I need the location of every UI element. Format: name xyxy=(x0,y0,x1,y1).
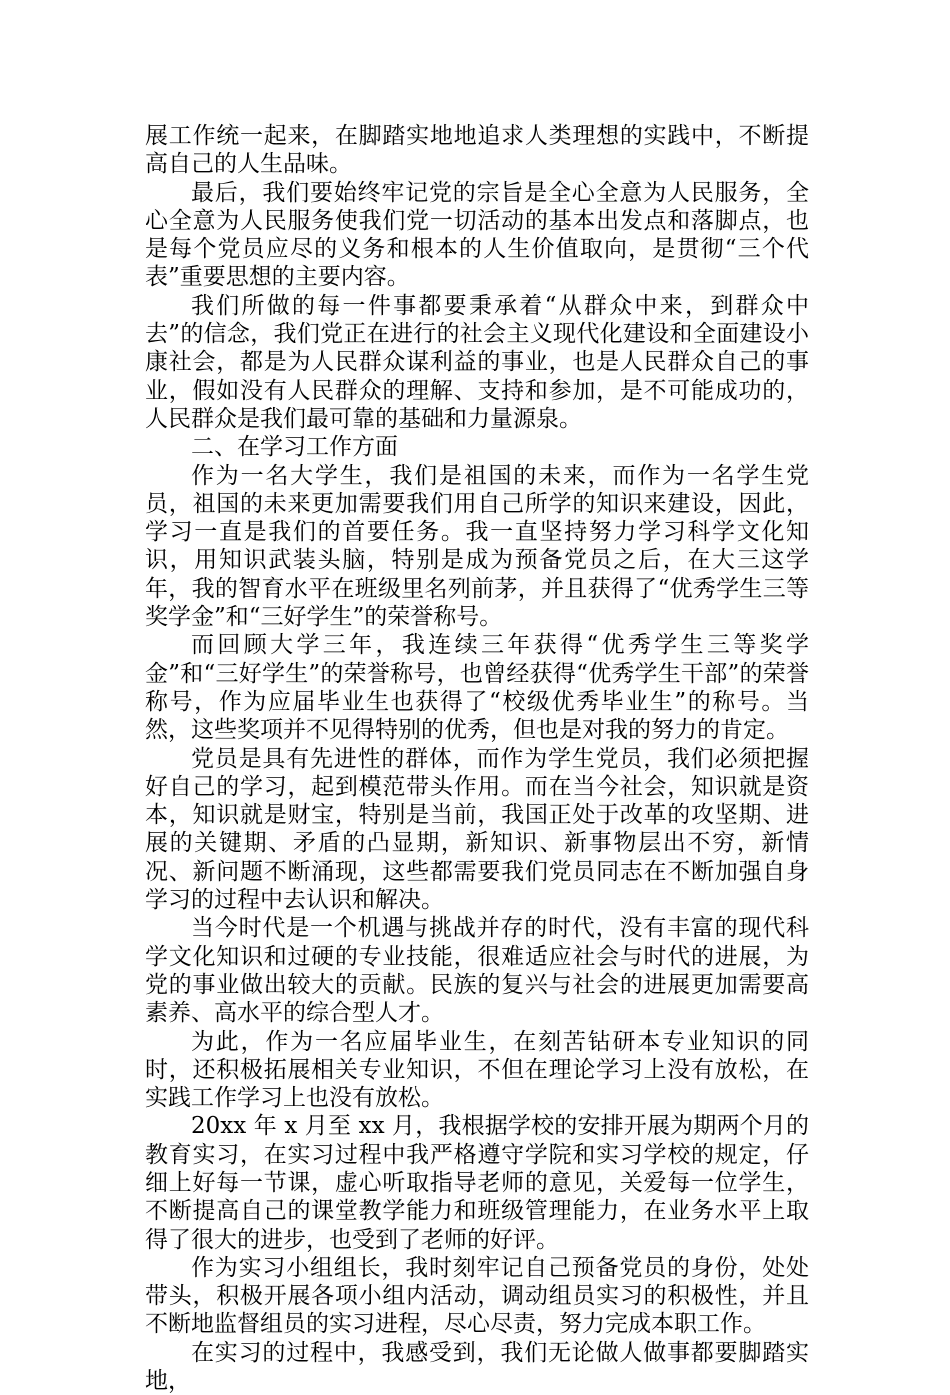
paragraph: 我们所做的每一件事都要秉承着“从群众中来，到群众中去”的信念，我们党正在进行的社会主义现代化建设和全面建设小康社会，都是为人民群众谋利益的事业，也是人民群众自己的事业，假如没有人民群众的理解、支持和参加，是不可能成功的，人民群众是我们最可靠的基础和力量源泉。 xyxy=(145,292,809,432)
paragraph: 作为实习小组组长，我时刻牢记自己预备党员的身份，处处带头，积极开展各项小组内活动，调动组员实习的积极性，并且不断地监督组员的实习进程，尽心尽责，努力完成本职工作。 xyxy=(145,1254,809,1338)
paragraph: 作为一名大学生，我们是祖国的未来，而作为一名学生党员，祖国的未来更加需要我们用自己所学的知识来建设，因此，学习一直是我们的首要任务。我一直坚持努力学习科学文化知识，用知识武装头脑，特别是成为预备党员之后，在大三这学年，我的智育水平在班级里名列前茅，并且获得了“优秀学生三等奖学金”和“三好学生”的荣誉称号。 xyxy=(145,462,809,631)
paragraph: 展工作统一起来，在脚踏实地地追求人类理想的实践中，不断提高自己的人生品味。 xyxy=(145,123,809,178)
document-page xyxy=(145,122,809,1395)
section-heading: 二、在学习工作方面 xyxy=(191,434,398,461)
paragraph: 在实习的过程中，我感受到，我们无论做人做事都要脚踏实地， xyxy=(145,1339,809,1395)
paragraph: 党员是具有先进性的群体，而作为学生党员，我们必须把握好自己的学习，起到模范带头作用。而在当今社会，知识就是资本，知识就是财宝，特别是当前，我国正处于改革的攻坚期、进展的关键期、矛盾的凸显期，新知识、新事物层出不穷，新情况、新问题不断涌现，这些都需要我们党员同志在不断加强自身学习的过程中去认识和解决。 xyxy=(145,745,809,914)
paragraph: 而回顾大学三年，我连续三年获得“优秀学生三等奖学金”和“三好学生”的荣誉称号，也曾经获得“优秀学生干部”的荣誉称号，作为应届毕业生也获得了“校级优秀毕业生”的称号。当然，这些奖项并不见得特别的优秀，但也是对我的努力的肯定。 xyxy=(145,632,809,744)
paragraph: 最后，我们要始终牢记党的宗旨是全心全意为人民服务，全心全意为人民服务使我们党一切活动的基本出发点和落脚点，也是每个党员应尽的义务和根本的人生价值取向，是贯彻“三个代表”重要思想的主要内容。 xyxy=(145,179,809,291)
paragraph: 为此，作为一名应届毕业生，在刻苦钻研本专业知识的同时，还积极拓展相关专业知识，不但在理论学习上没有放松，在实践工作学习上也没有放松。 xyxy=(145,1028,809,1112)
paragraph: 20xx 年 x 月至 xx 月，我根据学校的安排开展为期两个月的教育实习，在实习过程中我严格遵守学院和实习学校的规定，仔细上好每一节课，虚心听取指导老师的意见，关爱每一位学生，不断提高自己的课堂教学能力和班级管理能力，在业务水平上取得了很大的进步，也受到了老师的好评。 xyxy=(145,1113,809,1253)
paragraph: 当今时代是一个机遇与挑战并存的时代，没有丰富的现代科学文化知识和过硬的专业技能，很难适应社会与时代的进展，为党的事业做出较大的贡献。民族的复兴与社会的进展更加需要高素养、高水平的综合型人才。 xyxy=(145,915,809,1027)
